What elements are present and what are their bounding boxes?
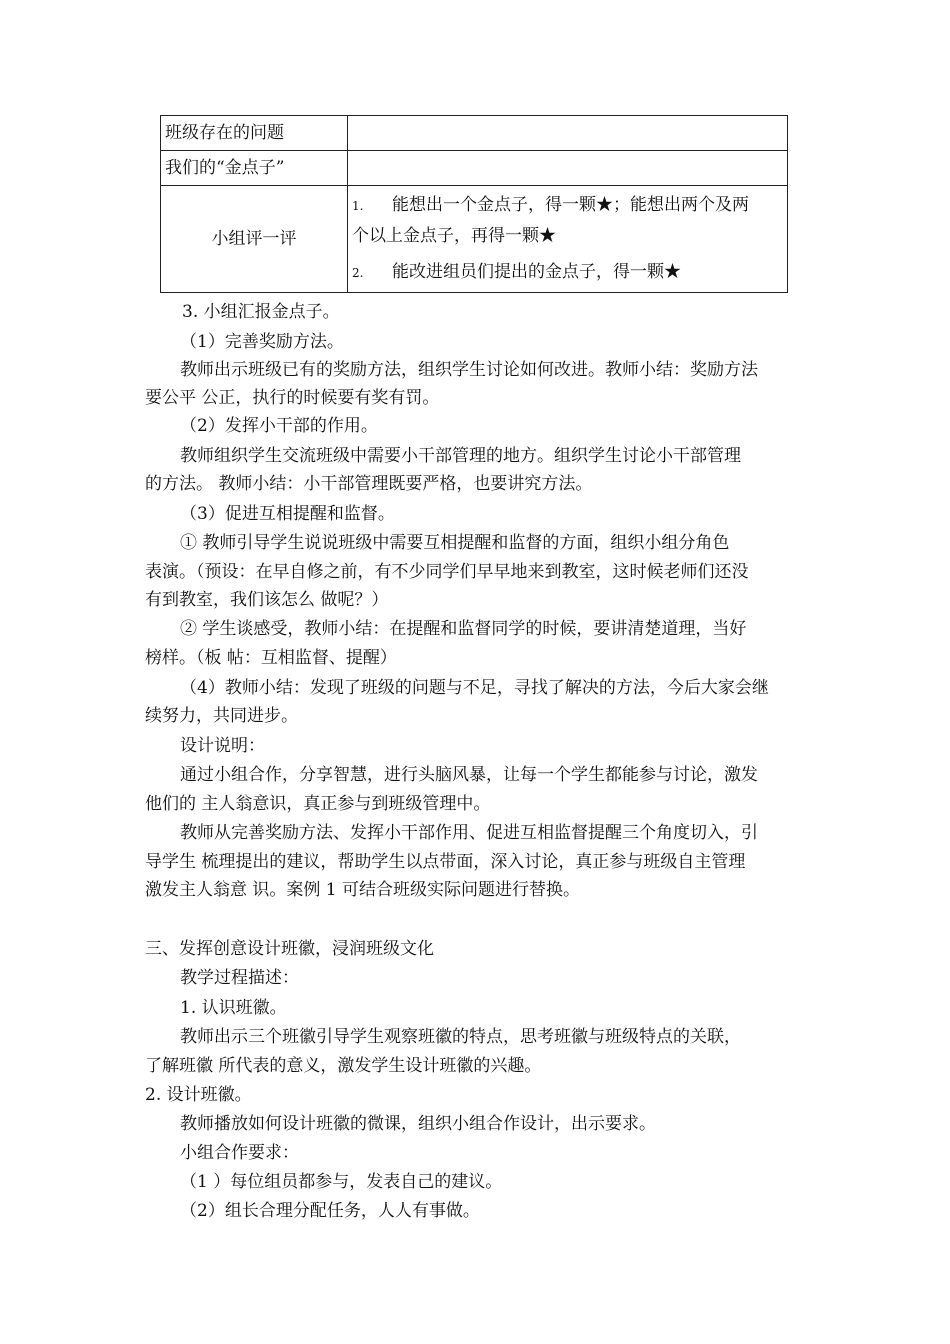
criteria-item: 1. 能想出一个金点子，得一颗★；能想出两个及两	[352, 195, 749, 215]
paragraph-line: 2. 设计班徽。	[145, 1085, 252, 1105]
paragraph-line: （1 ）每位组员都参与，发表自己的建议。	[180, 1172, 503, 1192]
paragraph-line: 要公平 公正，执行的时候要有奖有罚。	[145, 388, 440, 408]
paragraph-line: 1. 认识班徽。	[180, 998, 287, 1018]
paragraph-line: 榜样。（板 帖：互相监督、提醒）	[145, 648, 397, 668]
paragraph-line: 激发主人翁意 识。案例 1 可结合班级实际问题进行替换。	[145, 880, 581, 900]
eval-criteria	[348, 186, 788, 293]
paragraph-line: 他们的 主人翁意识，真正参与到班级管理中。	[145, 794, 491, 814]
paragraph-line: 设计说明：	[180, 736, 265, 756]
row-value	[348, 116, 788, 151]
paragraph-line: （2）发挥小干部的作用。	[180, 416, 378, 436]
paragraph-line: 表演。（预设：在早自修之前，有不少同学们早早地来到教室，这时候老师们还没	[145, 562, 749, 582]
paragraph-line: 了解班徽 所代表的意义，激发学生设计班徽的兴趣。	[145, 1056, 542, 1076]
eval-label: 小组评一评	[161, 186, 348, 293]
paragraph-line: 通过小组合作，分享智慧，进行头脑风暴，让每一个学生都能参与讨论，激发	[180, 765, 758, 785]
paragraph-line: ② 学生谈感受，教师小结：在提醒和监督同学的时候，要讲清楚道理，当好	[180, 619, 747, 639]
paragraph-line: 续努力，共同进步。	[145, 706, 298, 726]
paragraph-line: 的方法。 教师小结：小干部管理既要严格，也要讲究方法。	[145, 474, 593, 494]
row-label: 班级存在的问题	[161, 116, 348, 151]
criteria-item: 个以上金点子，再得一颗★	[352, 226, 556, 246]
row-label: 我们的“金点子”	[161, 151, 348, 186]
paragraph-line: 教学过程描述：	[180, 968, 299, 988]
paragraph-line: 教师出示班级已有的奖励方法，组织学生讨论如何改进。教师小结：奖励方法	[180, 360, 758, 380]
paragraph-line: （4）教师小结：发现了班级的问题与不足，寻找了解决的方法，今后大家会继	[180, 678, 769, 698]
paragraph-line: 导学生 梳理提出的建议，帮助学生以点带面，深入讨论，真正参与班级自主管理	[145, 852, 746, 872]
section-heading: 三、发挥创意设计班徽，浸润班级文化	[145, 939, 434, 959]
paragraph-line: （2）组长合理分配任务，人人有事做。	[180, 1201, 480, 1221]
table-row	[161, 116, 788, 151]
table-row	[161, 186, 788, 293]
paragraph-line: 教师播放如何设计班徽的微课，组织小组合作设计，出示要求。	[180, 1114, 656, 1134]
evaluation-table	[160, 115, 788, 293]
paragraph-line: 3. 小组汇报金点子。	[182, 302, 340, 322]
paragraph-line: 有到教室，我们该怎么 做呢？）	[145, 590, 389, 610]
paragraph-line: （3）促进互相提醒和监督。	[180, 504, 395, 524]
row-value	[348, 151, 788, 186]
paragraph-line: 小组合作要求：	[180, 1143, 299, 1163]
paragraph-line: 教师出示三个班徽引导学生观察班徽的特点，思考班徽与班级特点的关联，	[180, 1027, 741, 1047]
paragraph-line: 教师组织学生交流班级中需要小干部管理的地方。组织学生讨论小干部管理	[180, 446, 741, 466]
table-row	[161, 151, 788, 186]
criteria-item: 2. 能改进组员们提出的金点子，得一颗★	[352, 262, 681, 282]
paragraph-line: 教师从完善奖励方法、发挥小干部作用、促进互相监督提醒三个角度切入，引	[180, 823, 758, 843]
paragraph-line: （1）完善奖励方法。	[180, 332, 344, 352]
paragraph-line: ① 教师引导学生说说班级中需要互相提醒和监督的方面，组织小组分角色	[180, 533, 730, 553]
